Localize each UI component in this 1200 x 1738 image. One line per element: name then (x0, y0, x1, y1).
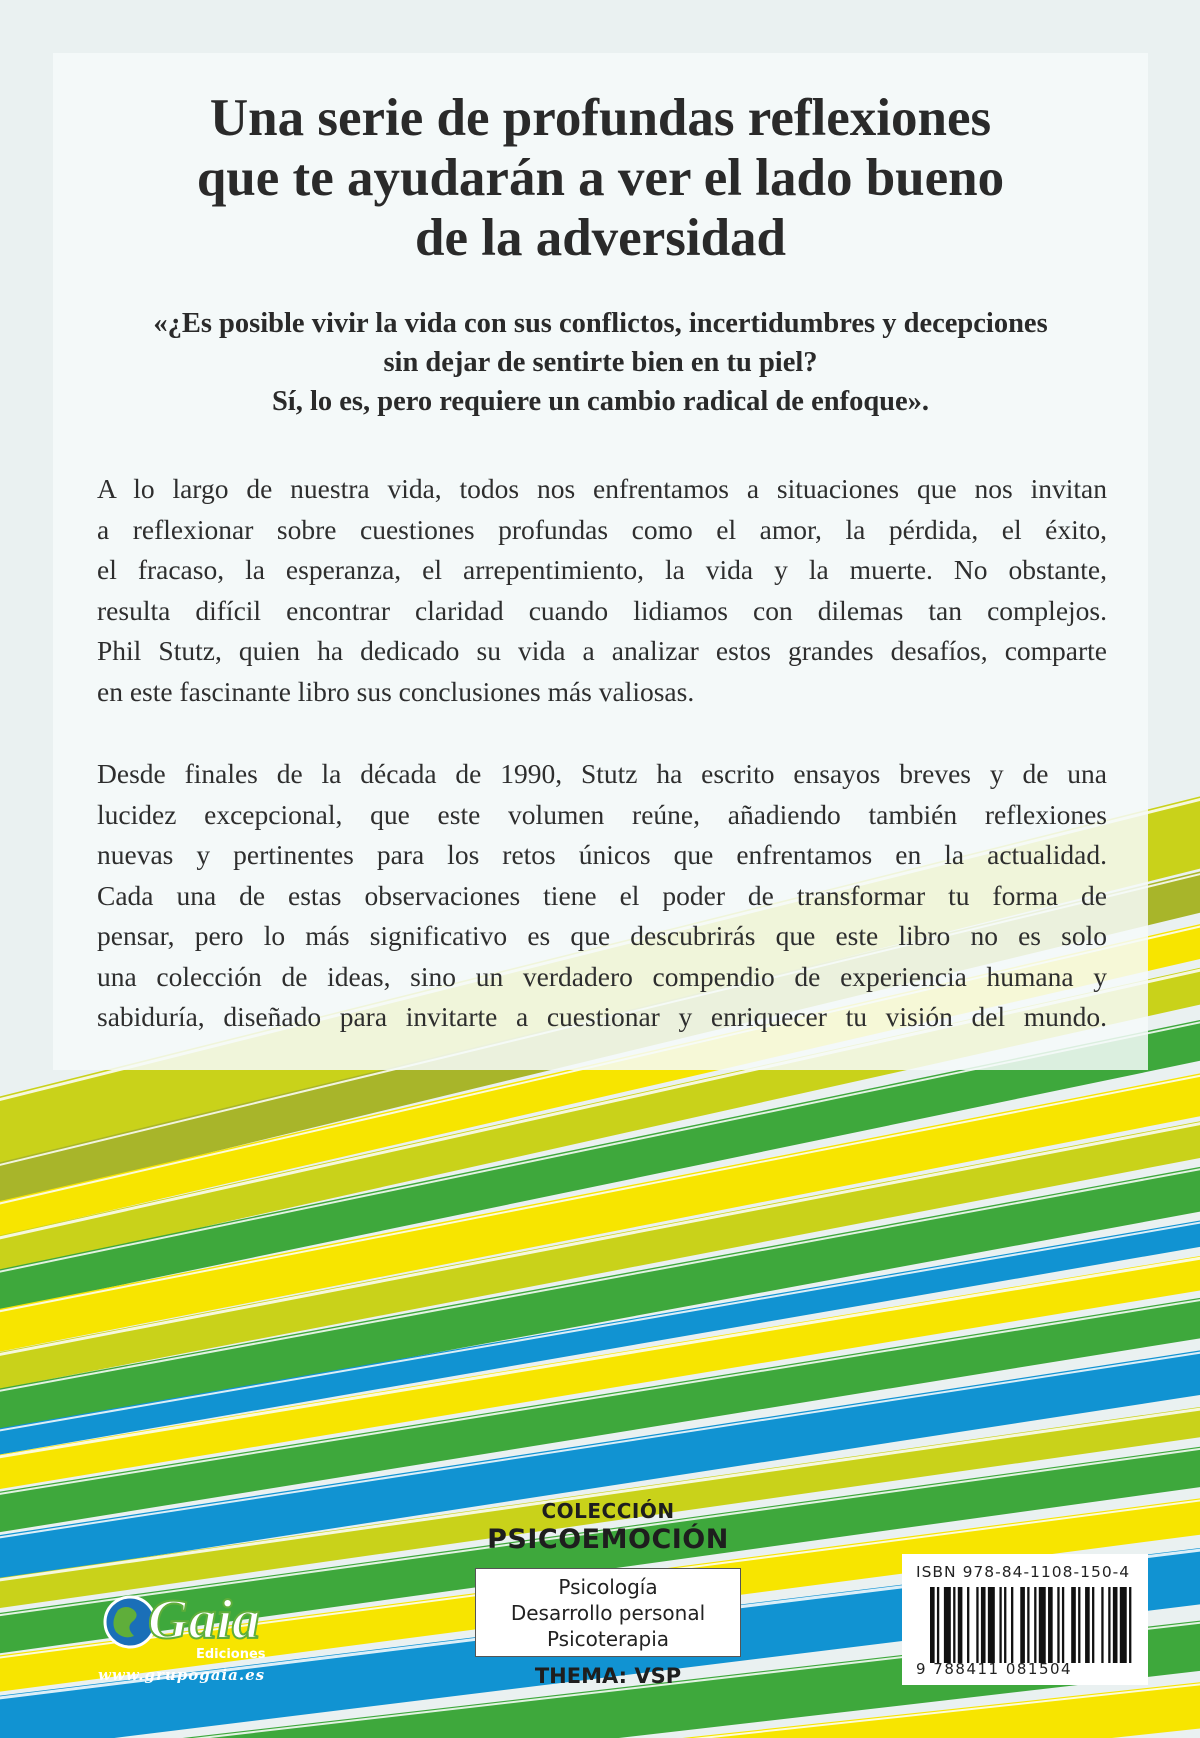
barcode-bar (1062, 1587, 1064, 1663)
barcode-bar (1027, 1587, 1029, 1663)
headline (53, 88, 1148, 268)
gaia-logo (96, 1582, 296, 1672)
barcode-bar (1085, 1587, 1090, 1663)
body-line: sabiduría, diseñado para invitarte a cuestionar y enriquecer tu visión del mundo. (97, 1001, 1107, 1032)
body-line: resulta difícil encontrar claridad cuando lidiamos con dilemas tan complejos. (97, 594, 1107, 626)
barcode-bar (1034, 1587, 1036, 1663)
headline-line: Una serie de profundas reflexiones (209, 89, 992, 147)
body-line: lucidez excepcional, que este volumen reúne, añadiendo también reflexiones (97, 798, 1107, 830)
body-line: Desde finales de la década de 1990, Stutz ha escrito ensayos breves y de una (97, 758, 1107, 789)
barcode-bar (1011, 1587, 1013, 1663)
barcode-bar (1057, 1587, 1059, 1663)
quote-line: «¿Es posible vivir la vida con sus conflictos, incertidumbres y decepciones (153, 308, 1048, 339)
barcode-bar (1071, 1587, 1076, 1663)
barcode-bar (958, 1587, 963, 1663)
barcode-digits: 9 788411 081504 (916, 1660, 1073, 1678)
barcode-bar (1004, 1587, 1006, 1663)
body-line: nuevas y pertinentes para los retos únicos que enfrentamos en la actualidad. (97, 839, 1107, 870)
barcode-bar (930, 1587, 935, 1663)
barcode-bar (944, 1587, 951, 1663)
barcode-bar (1020, 1587, 1025, 1663)
thema-code: THEMA: VSP (534, 1664, 682, 1688)
isbn-label: ISBN 978-84-1108-150-4 (916, 1563, 1131, 1581)
barcode-bar (1120, 1587, 1127, 1663)
logo-subtext: Ediciones (196, 1647, 266, 1662)
collection-name: PSICOEMOCIÓN (487, 1524, 729, 1555)
barcode-bar (967, 1587, 969, 1663)
body-line: a reflexionar sobre cuestiones profundas como el amor, la pérdida, el éxito, (97, 513, 1107, 545)
body-line: una colección de ideas, sino un verdadero compendio de experiencia humana y (97, 960, 1107, 992)
subject-item: Psicoterapia (546, 1627, 670, 1651)
pull-quote (53, 304, 1148, 421)
collection-block (468, 1498, 748, 1556)
quote-line: sin dejar de sentirte bien en tu piel? (383, 347, 818, 378)
quote-line: Sí, lo es, pero requiere un cambio radical de enfoque». (271, 386, 930, 417)
barcode-bar (976, 1587, 978, 1663)
subject-item: Psicología (558, 1575, 658, 1599)
barcode-bar (1101, 1587, 1103, 1663)
subject-box (475, 1568, 741, 1657)
logo-wordmark: Gaia (148, 1589, 260, 1651)
barcode-bar (1039, 1587, 1046, 1663)
barcode-bar (953, 1587, 955, 1663)
barcode-bar (988, 1587, 995, 1663)
subject-item: Desarrollo personal (510, 1601, 706, 1625)
barcode-bar (999, 1587, 1001, 1663)
body-line: pensar, pero lo más significativo es que descubrirás que este libro no es solo (97, 920, 1107, 951)
headline-line: de la adversidad (414, 209, 787, 267)
barcode-bar (981, 1587, 986, 1663)
collection-label: COLECCIÓN (541, 1499, 675, 1523)
barcode-bar (1113, 1587, 1118, 1663)
body-line: Phil Stutz, quien ha dedicado su vida a analizar estos grandes desafíos, comparte (97, 635, 1107, 666)
barcode-bar (1048, 1587, 1053, 1663)
barcode-bar (937, 1587, 939, 1663)
body-line: el fracaso, la esperanza, el arrepentimiento, la vida y la muerte. No obstante, (97, 554, 1107, 585)
body-paragraph (97, 754, 1107, 1038)
body-line: A lo largo de nuestra vida, todos nos enfrentamos a situaciones que nos invitan (97, 473, 1107, 504)
barcode-bars (930, 1587, 1136, 1663)
body-paragraph (97, 469, 1107, 712)
barcode-bar (1129, 1587, 1131, 1663)
barcode-bar (1092, 1587, 1094, 1663)
publisher-website[interactable]: www.grupogaia.es (98, 1666, 266, 1684)
barcode (902, 1554, 1148, 1685)
body-line: en este fascinante libro sus conclusiones más valiosas. (97, 675, 695, 707)
body-line: Cada una de estas observaciones tiene el poder de transformar tu forma de (97, 879, 1107, 911)
barcode-bar (1078, 1587, 1080, 1663)
headline-line: que te ayudarán a ver el lado bueno (196, 149, 1005, 207)
barcode-bar (1108, 1587, 1110, 1663)
